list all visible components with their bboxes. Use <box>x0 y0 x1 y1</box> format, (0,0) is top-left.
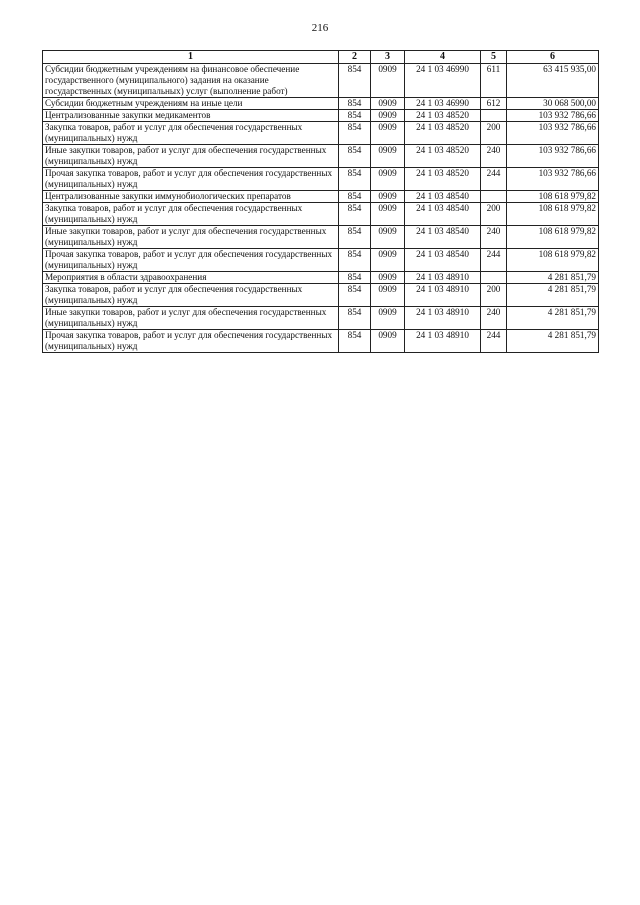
row-target-code: 24 1 03 48540 <box>405 203 481 226</box>
row-expense-type: 240 <box>481 145 507 168</box>
row-expense-type: 200 <box>481 203 507 226</box>
row-department-code: 854 <box>339 330 371 353</box>
table-row <box>43 110 599 122</box>
row-department-code: 854 <box>339 284 371 307</box>
row-expense-type: 244 <box>481 249 507 272</box>
header-col-5: 5 <box>481 51 507 64</box>
row-target-code: 24 1 03 48910 <box>405 330 481 353</box>
table-row <box>43 64 599 98</box>
row-expense-type: 611 <box>481 64 507 98</box>
row-target-code: 24 1 03 46990 <box>405 98 481 110</box>
row-target-code: 24 1 03 48540 <box>405 191 481 203</box>
table-row <box>43 330 599 353</box>
row-section-code: 0909 <box>371 110 405 122</box>
row-department-code: 854 <box>339 191 371 203</box>
row-amount: 63 415 935,00 <box>507 64 599 98</box>
row-department-code: 854 <box>339 122 371 145</box>
row-section-code: 0909 <box>371 203 405 226</box>
row-department-code: 854 <box>339 145 371 168</box>
table-row <box>43 122 599 145</box>
row-section-code: 0909 <box>371 330 405 353</box>
row-target-code: 24 1 03 48910 <box>405 284 481 307</box>
row-target-code: 24 1 03 46990 <box>405 64 481 98</box>
row-department-code: 854 <box>339 307 371 330</box>
row-target-code: 24 1 03 48540 <box>405 249 481 272</box>
table-row <box>43 307 599 330</box>
table-row <box>43 272 599 284</box>
row-department-code: 854 <box>339 110 371 122</box>
header-col-2: 2 <box>339 51 371 64</box>
header-col-1: 1 <box>43 51 339 64</box>
row-description: Иные закупки товаров, работ и услуг для обеспечения государственных (муниципальных) нужд <box>43 145 339 168</box>
row-section-code: 0909 <box>371 145 405 168</box>
header-col-4: 4 <box>405 51 481 64</box>
table-row <box>43 98 599 110</box>
row-description: Мероприятия в области здравоохранения <box>43 272 339 284</box>
row-description: Закупка товаров, работ и услуг для обеспечения государственных (муниципальных) нужд <box>43 203 339 226</box>
table-row <box>43 145 599 168</box>
row-amount: 4 281 851,79 <box>507 330 599 353</box>
row-expense-type: 612 <box>481 98 507 110</box>
row-amount: 30 068 500,00 <box>507 98 599 110</box>
row-target-code: 24 1 03 48910 <box>405 307 481 330</box>
row-amount: 108 618 979,82 <box>507 249 599 272</box>
row-target-code: 24 1 03 48540 <box>405 226 481 249</box>
row-expense-type: 200 <box>481 122 507 145</box>
row-department-code: 854 <box>339 64 371 98</box>
row-section-code: 0909 <box>371 122 405 145</box>
row-target-code: 24 1 03 48520 <box>405 110 481 122</box>
row-department-code: 854 <box>339 249 371 272</box>
row-description: Иные закупки товаров, работ и услуг для обеспечения государственных (муниципальных) нужд <box>43 226 339 249</box>
header-col-6: 6 <box>507 51 599 64</box>
row-section-code: 0909 <box>371 284 405 307</box>
row-amount: 108 618 979,82 <box>507 226 599 249</box>
row-section-code: 0909 <box>371 168 405 191</box>
row-description: Прочая закупка товаров, работ и услуг для обеспечения государственных (муниципальных) нужд <box>43 330 339 353</box>
row-section-code: 0909 <box>371 272 405 284</box>
table-row <box>43 191 599 203</box>
row-amount: 108 618 979,82 <box>507 203 599 226</box>
row-description: Закупка товаров, работ и услуг для обеспечения государственных (муниципальных) нужд <box>43 122 339 145</box>
row-description: Субсидии бюджетным учреждениям на финансовое обеспечение государственного (муниципального) задания на оказание государственных (муниципальных) услуг (выполнение работ) <box>43 64 339 98</box>
row-target-code: 24 1 03 48520 <box>405 168 481 191</box>
row-expense-type: 244 <box>481 330 507 353</box>
row-department-code: 854 <box>339 203 371 226</box>
row-description: Иные закупки товаров, работ и услуг для обеспечения государственных (муниципальных) нужд <box>43 307 339 330</box>
row-section-code: 0909 <box>371 226 405 249</box>
row-expense-type <box>481 191 507 203</box>
row-section-code: 0909 <box>371 191 405 203</box>
row-expense-type: 244 <box>481 168 507 191</box>
row-amount: 103 932 786,66 <box>507 168 599 191</box>
row-amount: 103 932 786,66 <box>507 110 599 122</box>
row-amount: 103 932 786,66 <box>507 145 599 168</box>
table-row <box>43 284 599 307</box>
row-section-code: 0909 <box>371 249 405 272</box>
row-description: Субсидии бюджетным учреждениям на иные цели <box>43 98 339 110</box>
budget-table <box>42 50 599 353</box>
table-row <box>43 226 599 249</box>
row-expense-type: 240 <box>481 226 507 249</box>
row-department-code: 854 <box>339 98 371 110</box>
row-description: Прочая закупка товаров, работ и услуг для обеспечения государственных (муниципальных) нужд <box>43 168 339 191</box>
row-description: Централизованные закупки медикаментов <box>43 110 339 122</box>
row-department-code: 854 <box>339 168 371 191</box>
row-description: Закупка товаров, работ и услуг для обеспечения государственных (муниципальных) нужд <box>43 284 339 307</box>
row-section-code: 0909 <box>371 307 405 330</box>
row-amount: 4 281 851,79 <box>507 272 599 284</box>
table-row <box>43 203 599 226</box>
table-body <box>43 64 599 353</box>
row-amount: 103 932 786,66 <box>507 122 599 145</box>
row-department-code: 854 <box>339 272 371 284</box>
row-amount: 108 618 979,82 <box>507 191 599 203</box>
row-section-code: 0909 <box>371 64 405 98</box>
row-target-code: 24 1 03 48520 <box>405 122 481 145</box>
row-expense-type <box>481 110 507 122</box>
header-col-3: 3 <box>371 51 405 64</box>
row-amount: 4 281 851,79 <box>507 284 599 307</box>
row-description: Прочая закупка товаров, работ и услуг для обеспечения государственных (муниципальных) нужд <box>43 249 339 272</box>
row-department-code: 854 <box>339 226 371 249</box>
header-row <box>43 51 599 64</box>
row-section-code: 0909 <box>371 98 405 110</box>
page-number: 216 <box>311 22 329 34</box>
row-expense-type <box>481 272 507 284</box>
table-row <box>43 249 599 272</box>
row-target-code: 24 1 03 48520 <box>405 145 481 168</box>
row-expense-type: 200 <box>481 284 507 307</box>
row-target-code: 24 1 03 48910 <box>405 272 481 284</box>
row-description: Централизованные закупки иммунобиологических препаратов <box>43 191 339 203</box>
row-amount: 4 281 851,79 <box>507 307 599 330</box>
table-row <box>43 168 599 191</box>
row-expense-type: 240 <box>481 307 507 330</box>
